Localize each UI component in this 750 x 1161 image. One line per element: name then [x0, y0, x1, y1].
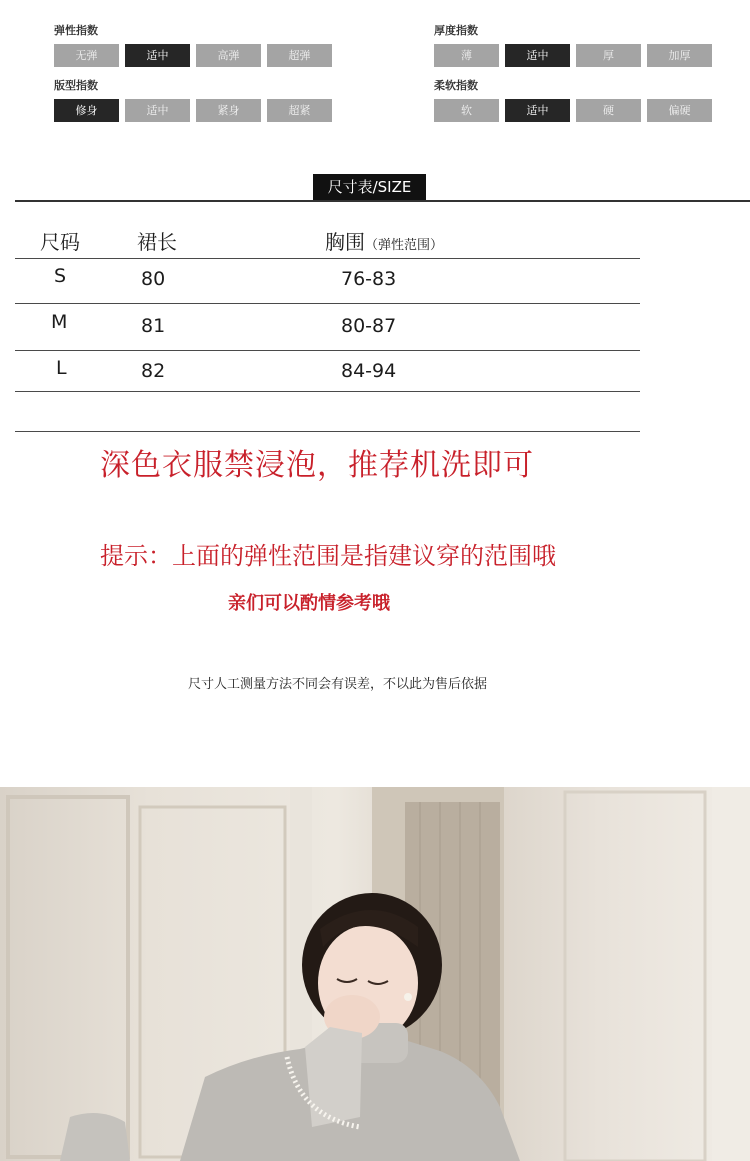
fit-option-3: 超紧: [267, 99, 332, 122]
row-l-size: L: [56, 357, 67, 379]
fit-tip: 提示：上面的弹性范围是指建议穿的范围哦: [100, 542, 556, 570]
row-l-length: 82: [141, 360, 166, 382]
elasticity-option-2: 高弹: [196, 44, 261, 67]
fit-index-title: 版型指数: [54, 79, 98, 92]
model-photo: [0, 787, 750, 1161]
fit-option-2: 紧身: [196, 99, 261, 122]
thickness-index-title: 厚度指数: [434, 24, 478, 37]
softness-index-title: 柔软指数: [434, 79, 478, 92]
table-rule-1: [15, 258, 640, 259]
softness-option-2: 硬: [576, 99, 641, 122]
row-l-bust: 84-94: [341, 360, 397, 382]
row-m-bust: 80-87: [341, 315, 397, 337]
thickness-option-3: 加厚: [647, 44, 712, 67]
softness-option-0: 软: [434, 99, 499, 122]
elasticity-index-title: 弹性指数: [54, 24, 98, 37]
size-table-heading: 尺寸表/SIZE: [313, 174, 426, 200]
softness-option-1: 适中: [505, 99, 570, 122]
header-length: 裙长: [137, 230, 177, 254]
header-bust: [325, 226, 443, 255]
table-bottom-rule: [15, 431, 640, 432]
fit-index-options: [54, 99, 332, 122]
elasticity-option-1: 适中: [125, 44, 190, 67]
elasticity-option-3: 超弹: [267, 44, 332, 67]
model-photo-illustration: [0, 787, 750, 1161]
table-rule-2: [15, 303, 640, 304]
row-m-size: M: [51, 311, 68, 333]
thickness-option-2: 厚: [576, 44, 641, 67]
measurement-disclaimer: 尺寸人工测量方法不同会有误差，不以此为售后依据: [188, 677, 488, 692]
row-m-length: 81: [141, 315, 166, 337]
row-s-length: 80: [141, 268, 166, 290]
elasticity-index-options: [54, 44, 332, 67]
table-rule-3: [15, 350, 640, 351]
table-rule-4: [15, 391, 640, 392]
header-size: 尺码: [40, 230, 80, 254]
elasticity-option-0: 无弹: [54, 44, 119, 67]
softness-option-3: 偏硬: [647, 99, 712, 122]
header-bust-note: （弹性范围）: [365, 238, 444, 253]
table-top-rule: [15, 200, 750, 202]
wash-instruction: 深色衣服禁浸泡，推荐机洗即可: [100, 448, 534, 483]
fit-tip-secondary: 亲们可以酌情参考哦: [228, 593, 390, 614]
thickness-option-1: 适中: [505, 44, 570, 67]
fit-option-1: 适中: [125, 99, 190, 122]
row-s-bust: 76-83: [341, 268, 397, 290]
header-bust-label: 胸围: [325, 230, 365, 254]
fit-option-0: 修身: [54, 99, 119, 122]
row-s-size: S: [54, 265, 67, 287]
thickness-option-0: 薄: [434, 44, 499, 67]
thickness-index-options: [434, 44, 712, 67]
softness-index-options: [434, 99, 712, 122]
